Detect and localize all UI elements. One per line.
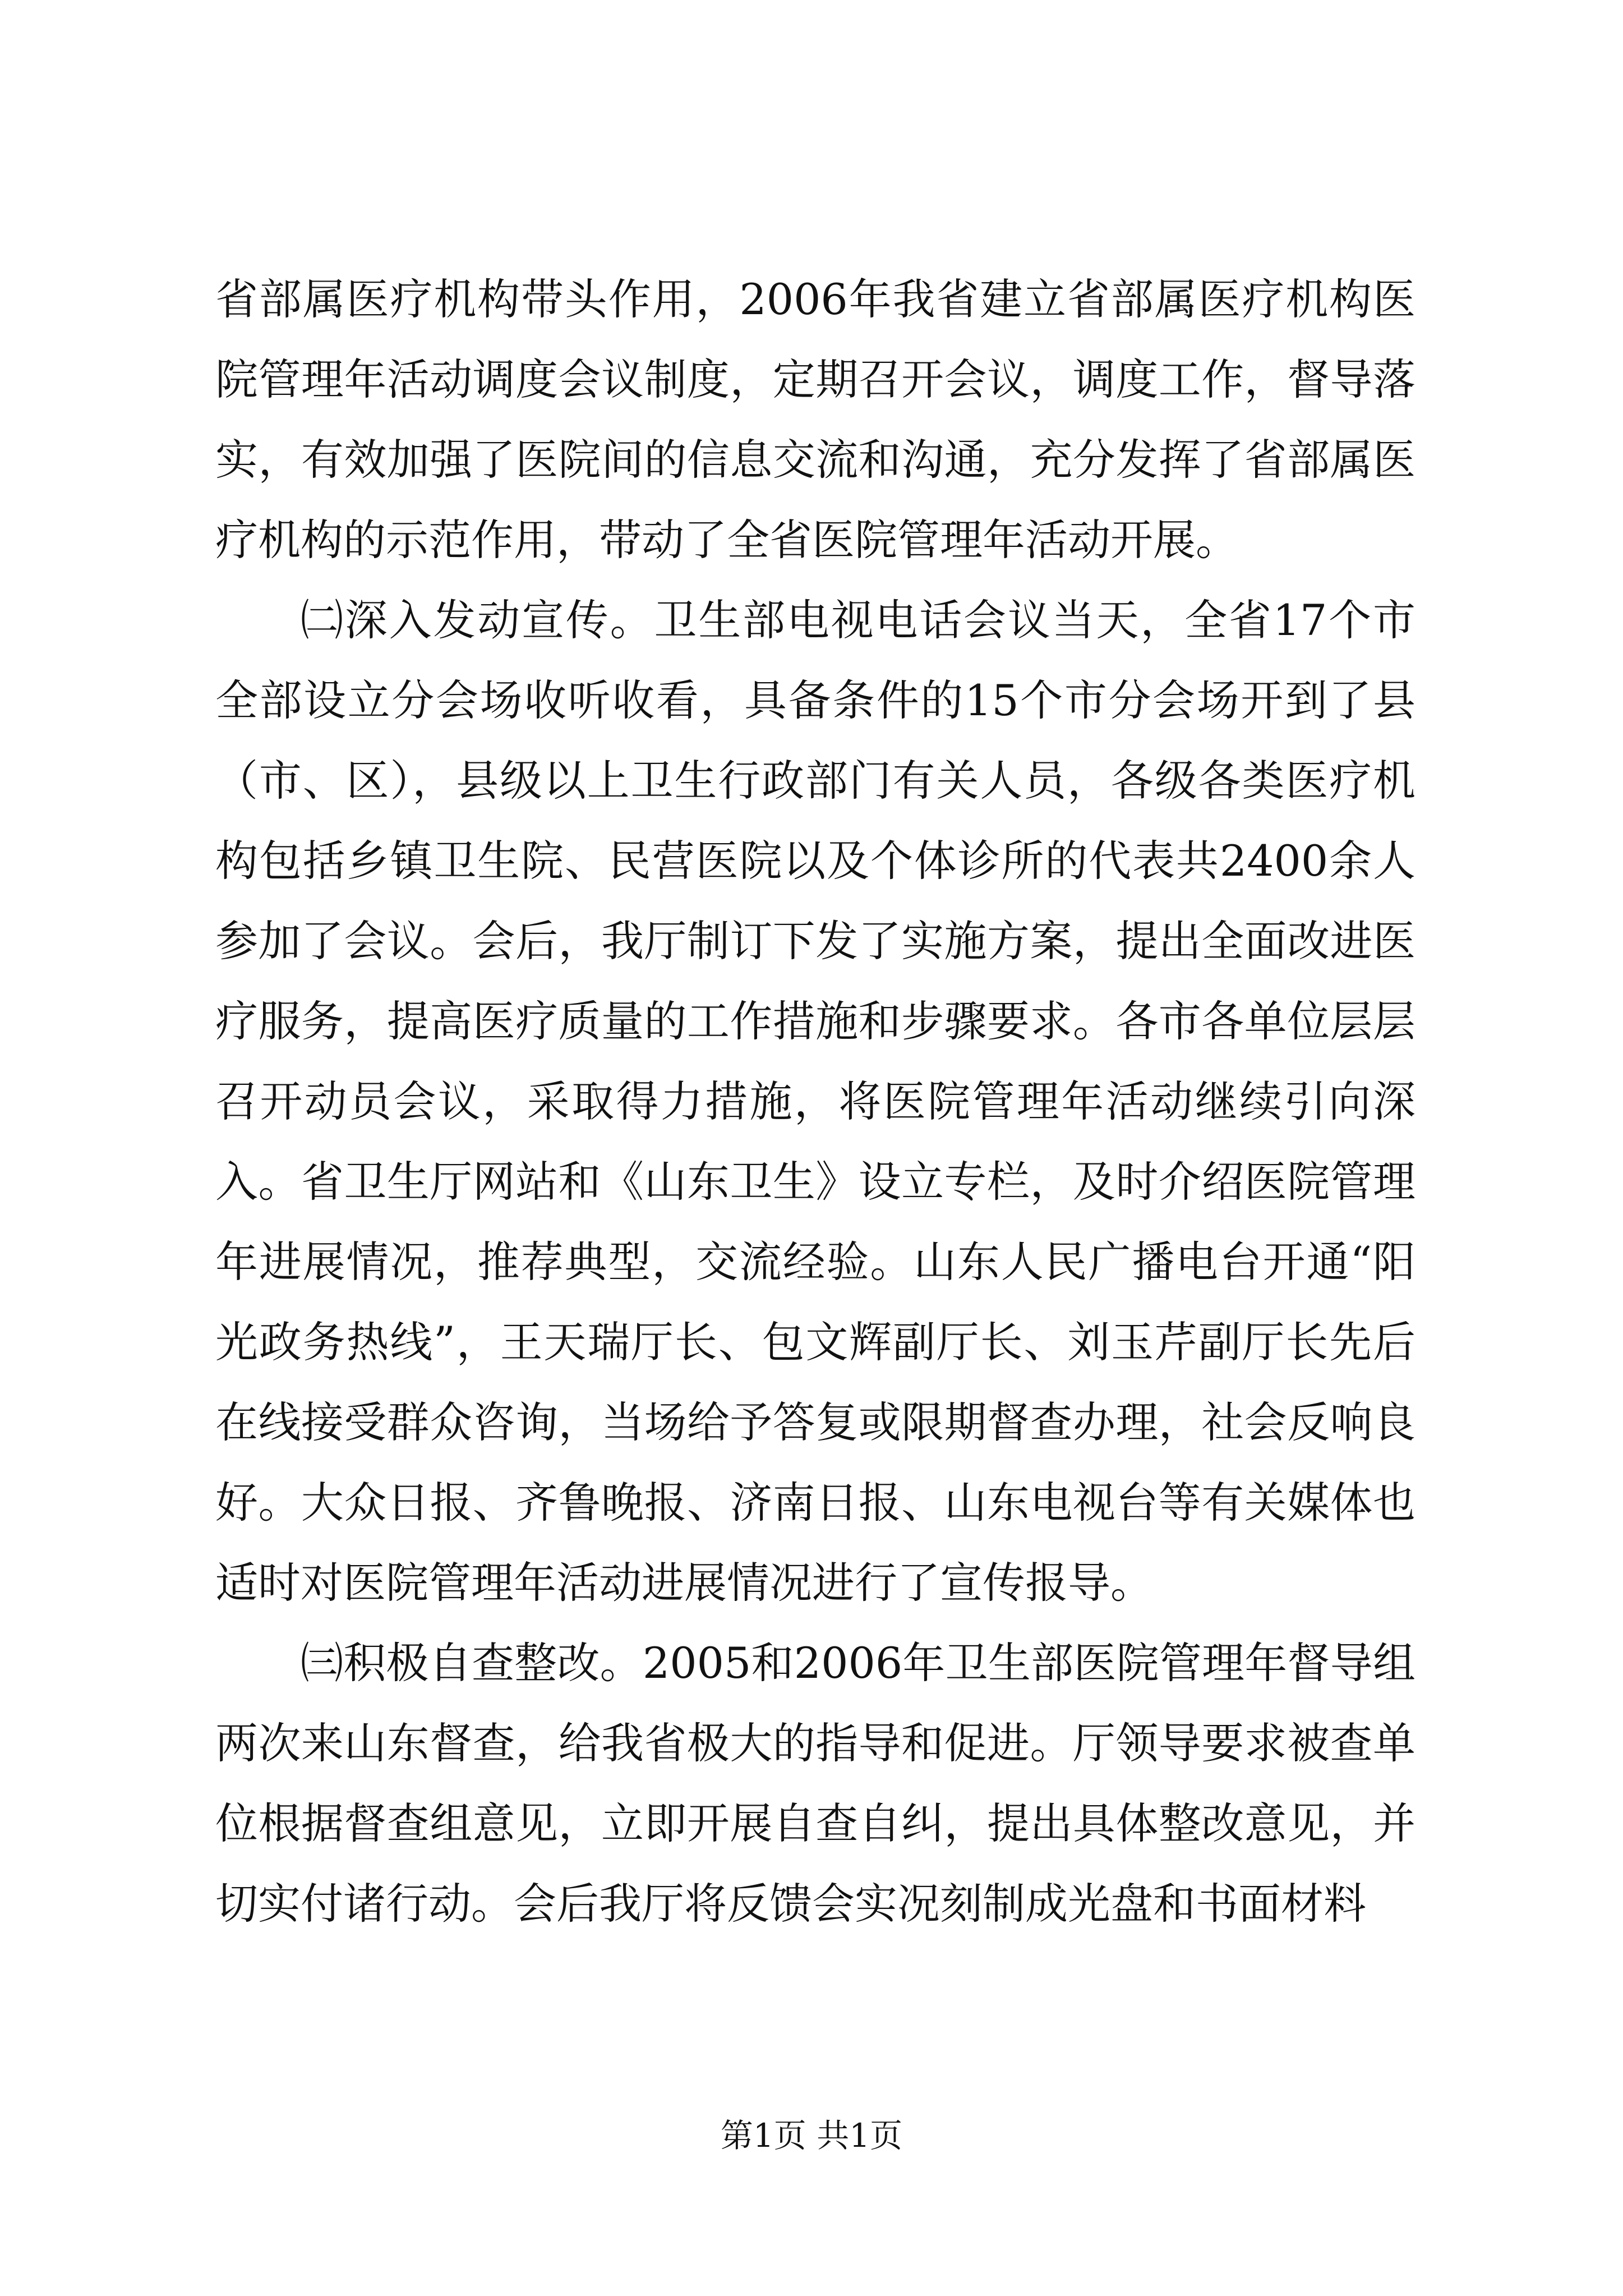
page-footer: 第1页 共1页: [720, 2116, 903, 2155]
paragraph-3: ㈢积极自查整改。2005和2006年卫生部医院管理年督导组两次来山东督查，给我省极大的指导和促进。厅领导要求被查单位根据督查组意见，立即开展自查自纠，提出具体整改意见，并切实付诸行动。会后我厅将反馈会实况刻制成光盘和书面材料: [215, 1638, 1415, 1929]
document-body: [215, 259, 1415, 1944]
paragraph-1: 省部属医疗机构带头作用，2006年我省建立省部属医疗机构医院管理年活动调度会议制度，定期召开会议，调度工作，督导落实，有效加强了医院间的信息交流和沟通，充分发挥了省部属医疗机构的示范作用，带动了全省医院管理年活动开展。: [215, 274, 1415, 565]
paragraph-2: ㈡深入发动宣传。卫生部电视电话会议当天，全省17个市全部设立分会场收听收看，具备条件的15个市分会场开到了县（市、区），县级以上卫生行政部门有关人员，各级各类医疗机构包括乡镇卫生院、民营医院以及个体诊所的代表共2400余人参加了会议。会后，我厅制订下发了实施方案，提出全面改进医疗服务，提高医疗质量的工作措施和步骤要求。各市各单位层层召开动员会议，采取得力措施，将医院管理年活动继续引向深入。省卫生厅网站和《山东卫生》设立专栏，及时介绍医院管理年进展情况，推荐典型，交流经验。山东人民广播电台开通“阳光政务热线”，王天瑞厅长、包文辉副厅长、刘玉芹副厅长先后在线接受群众咨询，当场给予答复或限期督查办理，社会反响良好。大众日报、齐鲁晚报、济南日报、山东电视台等有关媒体也适时对医院管理年活动进展情况进行了宣传报导。: [215, 595, 1415, 1608]
